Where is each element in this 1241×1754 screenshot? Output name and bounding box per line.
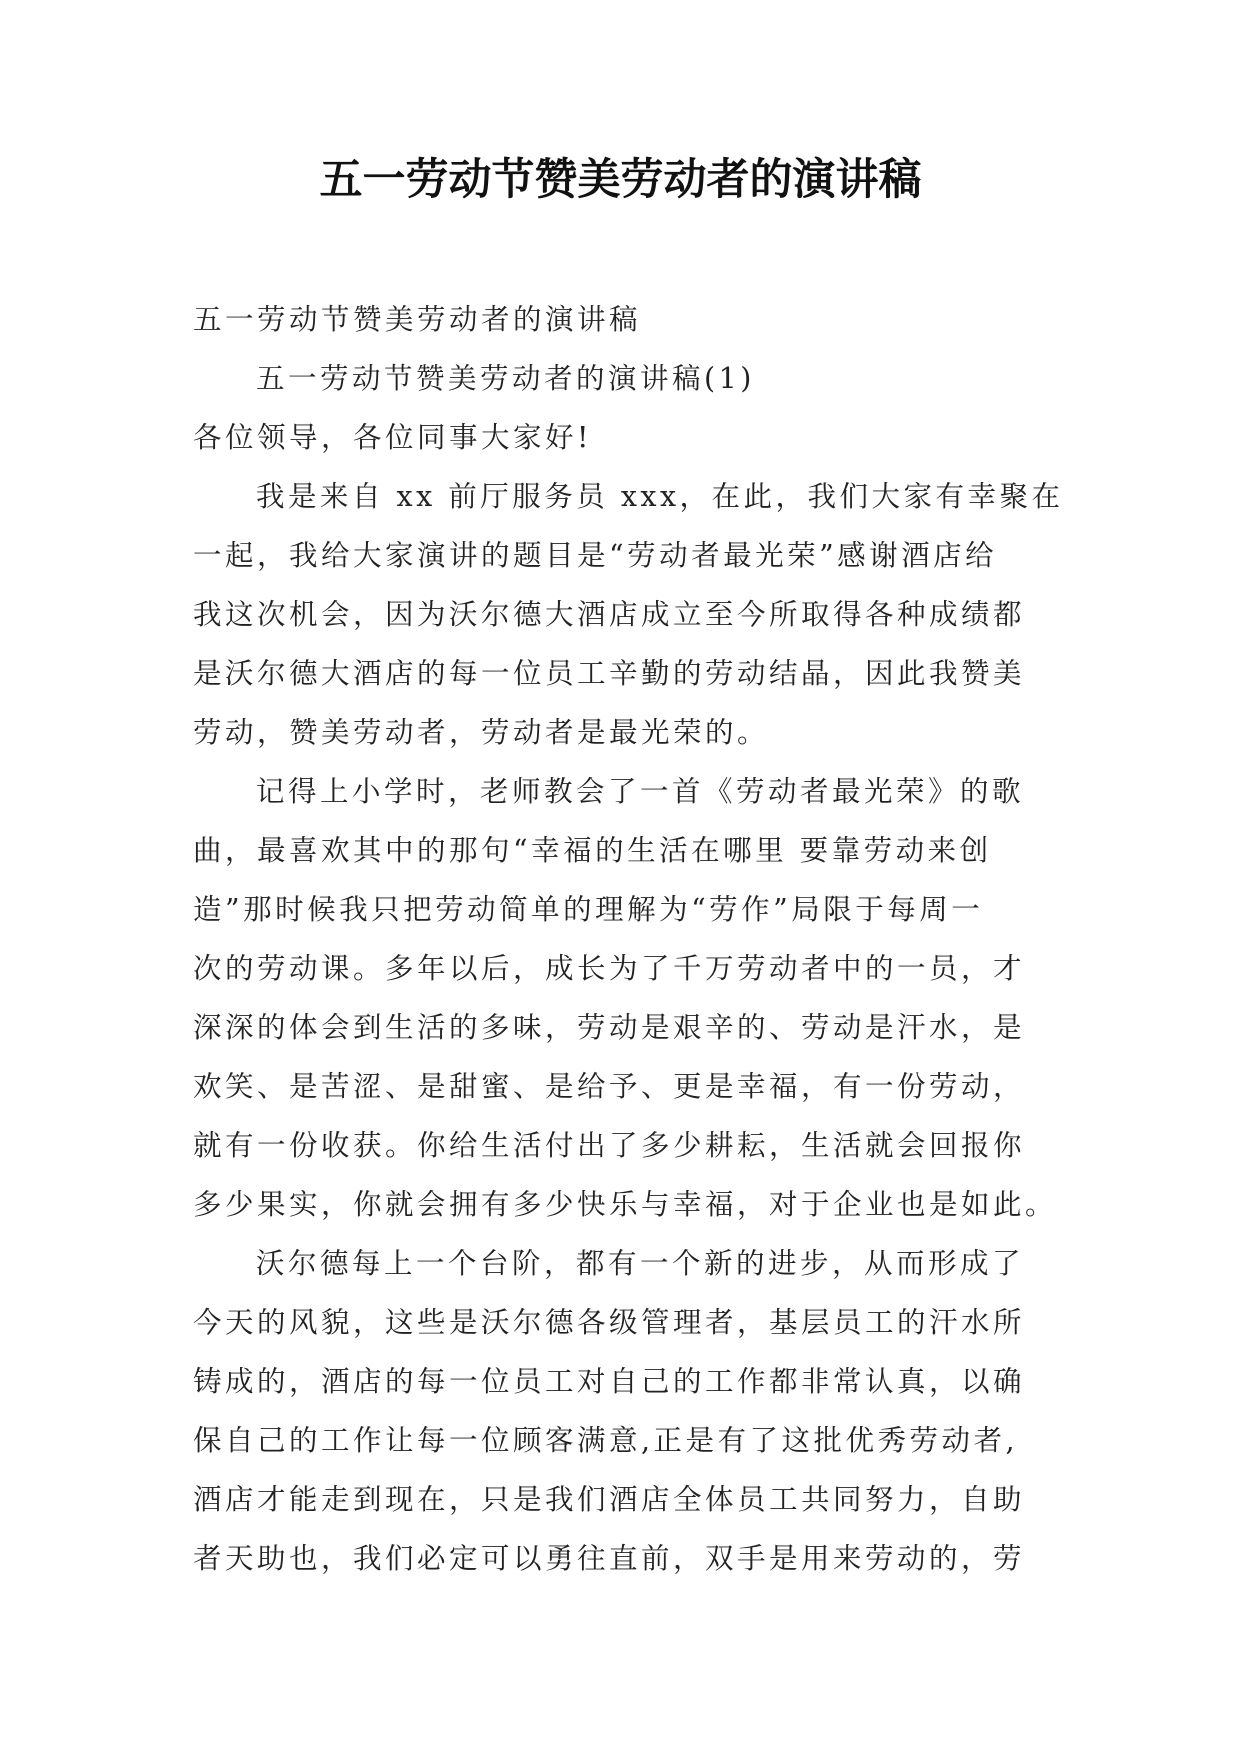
body-line: 劳动，赞美劳动者，劳动者是最光荣的。	[193, 716, 770, 749]
body-line-greeting: 各位领导，各位同事大家好!	[193, 421, 592, 454]
body-line: 造”那时候我只把劳动简单的理解为“劳作”局限于每周一	[193, 893, 984, 926]
body-line: 曲，最喜欢其中的那句“幸福的生活在哪里 要靠劳动来创	[193, 834, 992, 867]
body-line: 欢笑、是苦涩、是甜蜜、是给予、更是幸福，有一份劳动，	[193, 1070, 1026, 1103]
body-line: 者天助也，我们必定可以勇往直前，双手是用来劳动的，劳	[193, 1542, 1026, 1575]
body-line: 多少果实，你就会拥有多少快乐与幸福，对于企业也是如此。	[193, 1188, 1058, 1221]
body-line: 沃尔德每上一个台阶，都有一个新的进步，从而形成了	[256, 1247, 1025, 1280]
body-line: 我这次机会，因为沃尔德大酒店成立至今所取得各种成绩都	[193, 598, 1026, 631]
body-line: 一起，我给大家演讲的题目是“劳动者最光荣”感谢酒店给	[193, 539, 998, 572]
body-line: 就有一份收获。你给生活付出了多少耕耘，生活就会回报你	[193, 1129, 1026, 1162]
document-body	[193, 290, 1064, 1588]
body-line: 记得上小学时，老师教会了一首《劳动者最光荣》的歌	[256, 775, 1025, 808]
body-line: 保自己的工作让每一位顾客满意,正是有了这批优秀劳动者,	[193, 1424, 1019, 1457]
body-line-subheading: 五一劳动节赞美劳动者的演讲稿(1)	[256, 362, 755, 395]
body-line: 次的劳动课。多年以后，成长为了千万劳动者中的一员，才	[193, 952, 1026, 985]
body-line: 我是来自 xx 前厅服务员 xxx，在此，我们大家有幸聚在	[256, 480, 1064, 513]
body-line: 今天的风貌，这些是沃尔德各级管理者，基层员工的汗水所	[193, 1306, 1026, 1339]
body-line: 酒店才能走到现在，只是我们酒店全体员工共同努力，自助	[193, 1483, 1026, 1516]
body-line: 是沃尔德大酒店的每一位员工辛勤的劳动结晶，因此我赞美	[193, 657, 1026, 690]
body-line-heading: 五一劳动节赞美劳动者的演讲稿	[193, 303, 642, 336]
document-title: 五一劳动节赞美劳动者的演讲稿	[319, 155, 922, 205]
body-line: 铸成的，酒店的每一位员工对自己的工作都非常认真，以确	[193, 1365, 1026, 1398]
body-line: 深深的体会到生活的多味，劳动是艰辛的、劳动是汗水，是	[193, 1011, 1026, 1044]
